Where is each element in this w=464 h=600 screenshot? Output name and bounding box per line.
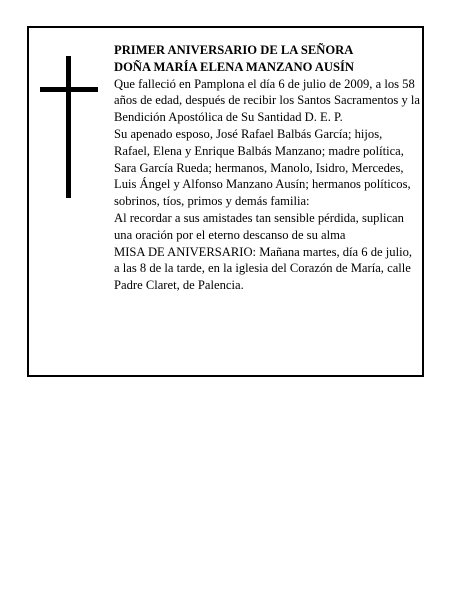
- cross-horizontal-bar: [40, 87, 98, 92]
- mass-info-paragraph: MISA DE ANIVERSARIO: Mañana martes, día 6 de julio, a las 8 de la tarde, en la iglesia del Corazón de María, calle Padre Claret, de Palencia.: [114, 244, 413, 293]
- notice-title-line-1: PRIMER ANIVERSARIO DE LA SEÑORA: [114, 43, 354, 57]
- death-info-paragraph: Que falleció en Pamplona el día 6 de julio de 2009, a los 58 años de edad, después de recibir los Santos Sacramentos y la Bendición Apostólica de Su Santidad D. E. P.: [114, 76, 421, 125]
- notice-content: [114, 42, 420, 294]
- cross-vertical-bar: [66, 56, 71, 198]
- notice-title-line-2: DOÑA MARÍA ELENA MANZANO AUSÍN: [114, 59, 355, 74]
- obituary-notice: [27, 26, 424, 377]
- family-paragraph: Su apenado esposo, José Rafael Balbás García; hijos, Rafael, Elena y Enrique Balbás Manzano; madre política, Sara García Rueda; hermanos, Manolo, Isidro, Mercedes, Luis Ángel y Alfonso Manzano Ausín; hermanos políticos, sobrinos, tíos, primos y demás familia:: [114, 126, 411, 209]
- latin-cross-icon: [40, 56, 98, 198]
- prayer-request-paragraph: Al recordar a sus amistades tan sensible pérdida, suplican una oración por el eterno descanso de su alma: [114, 210, 404, 242]
